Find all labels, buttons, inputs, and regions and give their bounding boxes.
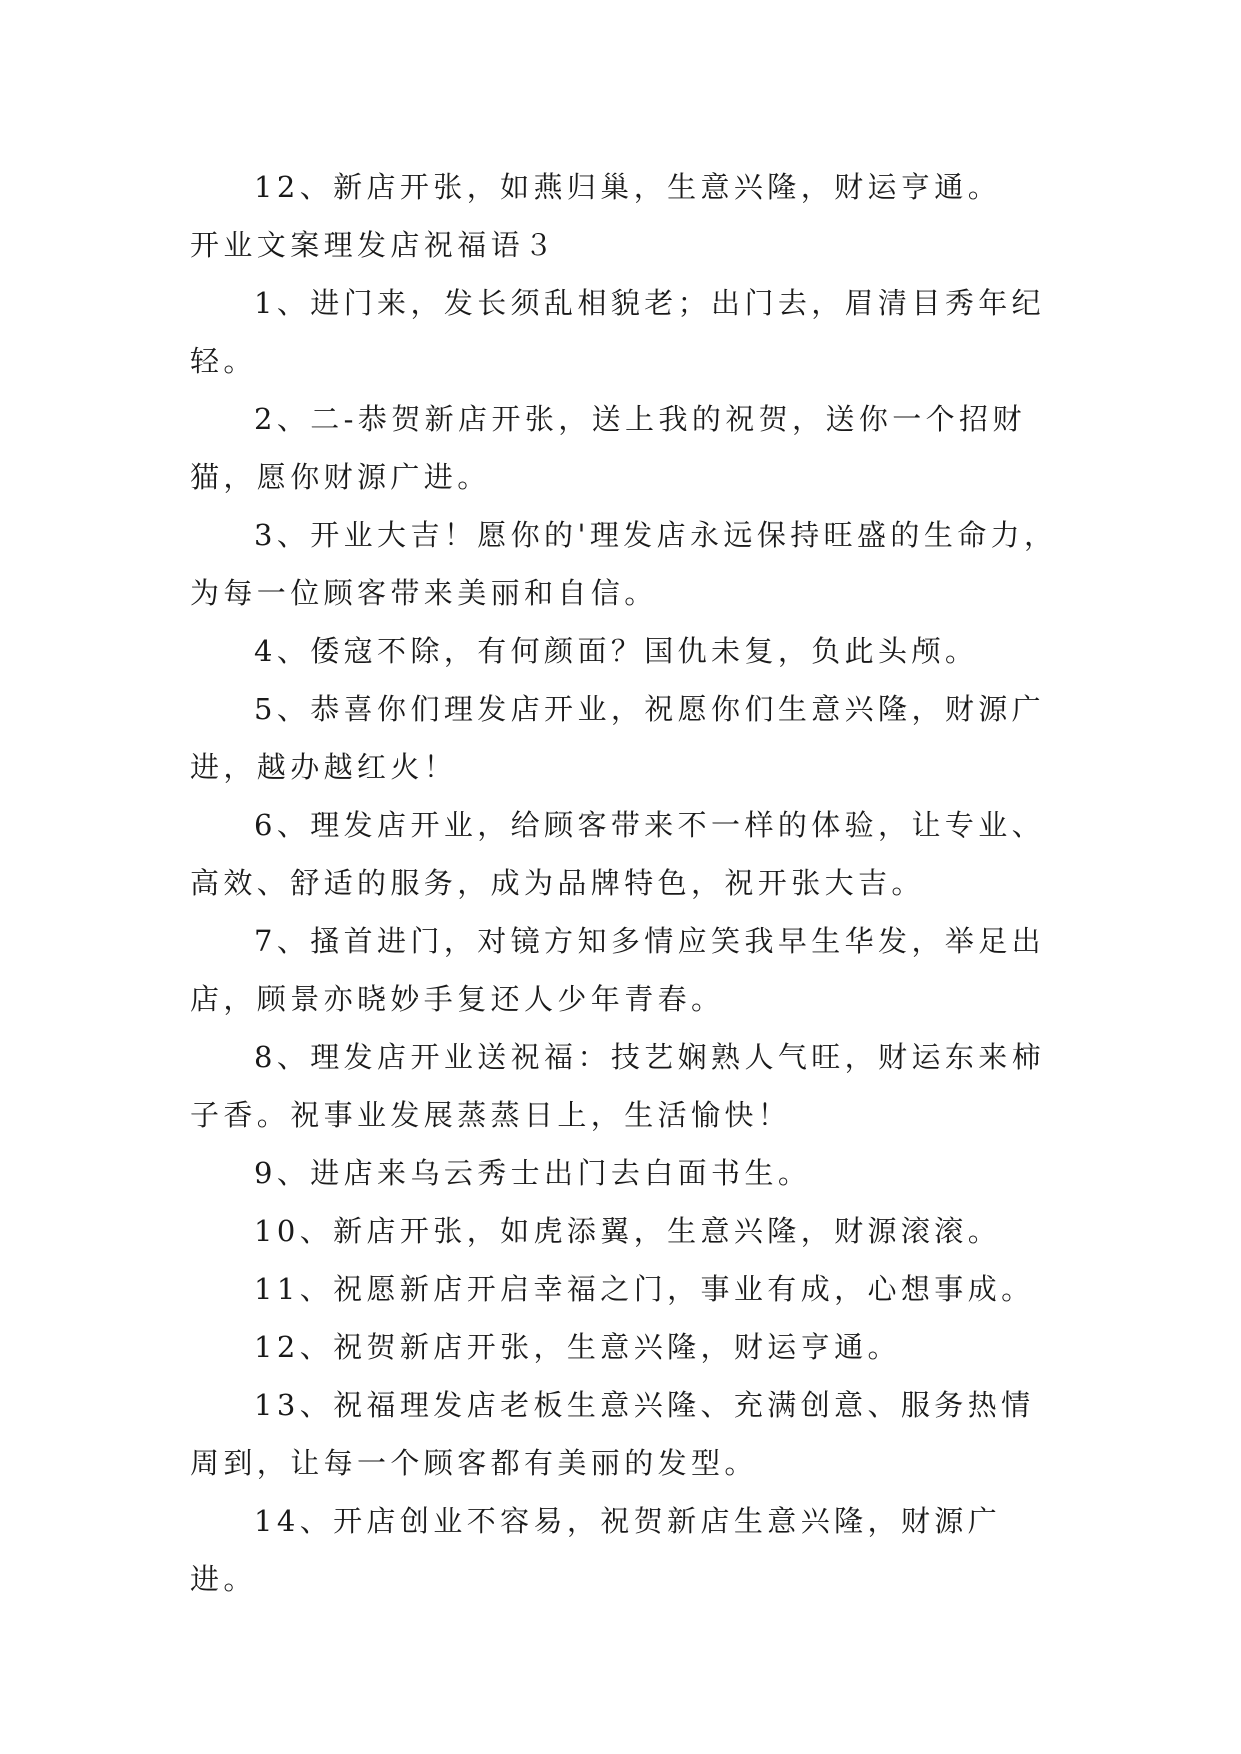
list-item: 2、二-恭贺新店开张，送上我的祝贺，送你一个招财猫，愿你财源广进。 — [190, 402, 1026, 494]
section-title: 开业文案理发店祝福语３ — [190, 228, 558, 262]
list-item: 1、进门来，发长须乱相貌老；出门去，眉清目秀年纪轻。 — [190, 286, 1046, 378]
list-item: 8、理发店开业送祝福：技艺娴熟人气旺，财运东来柿子香。祝事业发展蒸蒸日上，生活愉快！ — [190, 1040, 1046, 1132]
list-item: 9、进店来乌云秀士出门去白面书生。 — [254, 1156, 812, 1190]
list-item: 7、搔首进门，对镜方知多情应笑我早生华发，举足出店，顾景亦晓妙手复还人少年青春。 — [190, 924, 1046, 1016]
intro-paragraph: 12、新店开张，如燕归巢，生意兴隆，财运亨通。 — [254, 170, 1002, 204]
list-item: 11、祝愿新店开启幸福之门，事业有成，心想事成。 — [254, 1272, 1035, 1306]
list-item: 10、新店开张，如虎添翼，生意兴隆，财源滚滚。 — [254, 1214, 1002, 1248]
list-item: 6、理发店开业，给顾客带来不一样的体验，让专业、高效、舒适的服务，成为品牌特色，祝开张大吉。 — [190, 808, 1046, 900]
list-item: 3、开业大吉！愿你的'理发店永远保持旺盛的生命力，为每一位顾客带来美丽和自信。 — [190, 518, 1058, 610]
document-body — [190, 158, 1060, 1608]
list-item: 5、恭喜你们理发店开业，祝愿你们生意兴隆，财源广进，越办越红火！ — [190, 692, 1046, 784]
list-item: 12、祝贺新店开张，生意兴隆，财运亨通。 — [254, 1330, 901, 1364]
list-item: 4、倭寇不除，有何颜面？国仇未复，负此头颅。 — [254, 634, 979, 668]
list-item: 13、祝福理发店老板生意兴隆、充满创意、服务热情周到，让每一个顾客都有美丽的发型。 — [190, 1388, 1035, 1480]
list-item: 14、开店创业不容易，祝贺新店生意兴隆，财源广进。 — [190, 1504, 1002, 1596]
